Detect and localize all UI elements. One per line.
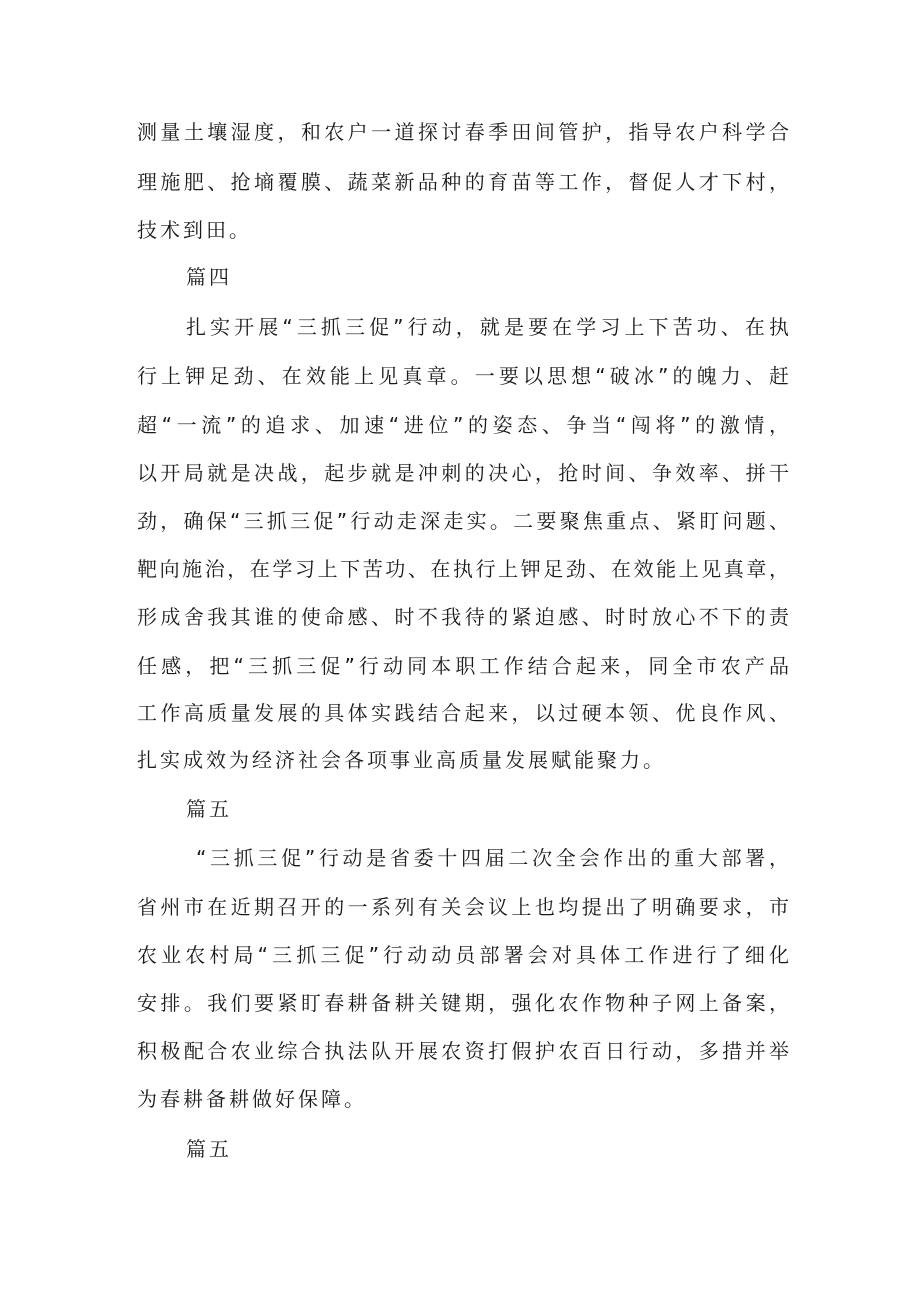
section-heading: 篇五 — [186, 1137, 232, 1161]
paragraph-line: 靶向施治，在学习上下苦功、在执行上钾足劲、在效能上见真章， — [137, 557, 789, 581]
section-heading: 篇五 — [186, 797, 232, 821]
paragraph-line: 为春耕备耕做好保障。 — [137, 1087, 367, 1111]
paragraph-line: 扎实开展“三抓三促”行动，就是要在学习上下苦功、在执 — [186, 315, 789, 339]
paragraph-line: 以开局就是决战，起步就是冲刺的决心，抢时间、争效率、拼干 — [137, 461, 789, 485]
paragraph-line: 农业农村局“三抓三促”行动动员部署会对具体工作进行了细化 — [137, 943, 789, 967]
paragraph-line: 技术到田。 — [137, 218, 252, 242]
paragraph-line: 行上钾足劲、在效能上见真章。一要以思想“破冰”的魄力、赶 — [137, 364, 789, 388]
paragraph-line: 形成舍我其谁的使命感、时不我待的紧迫感、时时放心不下的责 — [137, 605, 789, 629]
paragraph-line: 工作高质量发展的具体实践结合起来，以过硬本领、优良作风、 — [137, 701, 789, 725]
section-heading: 篇四 — [186, 265, 232, 289]
paragraph-line: 理施肥、抢墒覆膜、蔬菜新品种的育苗等工作，督促人才下村， — [137, 170, 789, 194]
paragraph-line: 扎实成效为经济社会各项事业高质量发展赋能聚力。 — [137, 748, 666, 772]
paragraph-line: 任感，把“三抓三促”行动同本职工作结合起来，同全市农产品 — [137, 654, 789, 678]
paragraph-line: 积极配合农业综合执法队开展农资打假护农百日行动，多措并举 — [137, 1039, 789, 1063]
paragraph-line: 劲，确保“三抓三促”行动走深走实。二要聚焦重点、紧盯问题、 — [137, 509, 789, 533]
paragraph-line: 测量土壤湿度，和农户一道探讨春季田间管护，指导农户科学合 — [137, 120, 789, 144]
paragraph-line: 省州市在近期召开的一系列有关会议上也均提出了明确要求，市 — [137, 895, 789, 919]
paragraph-line: 超“一流”的追求、加速“进位”的姿态、争当“闯将”的激情， — [137, 413, 789, 437]
paragraph-line: “三抓三促”行动是省委十四届二次全会作出的重大部署， — [196, 846, 789, 870]
paragraph-line: 安排。我们要紧盯春耕备耕关键期，强化农作物种子网上备案， — [137, 991, 789, 1015]
